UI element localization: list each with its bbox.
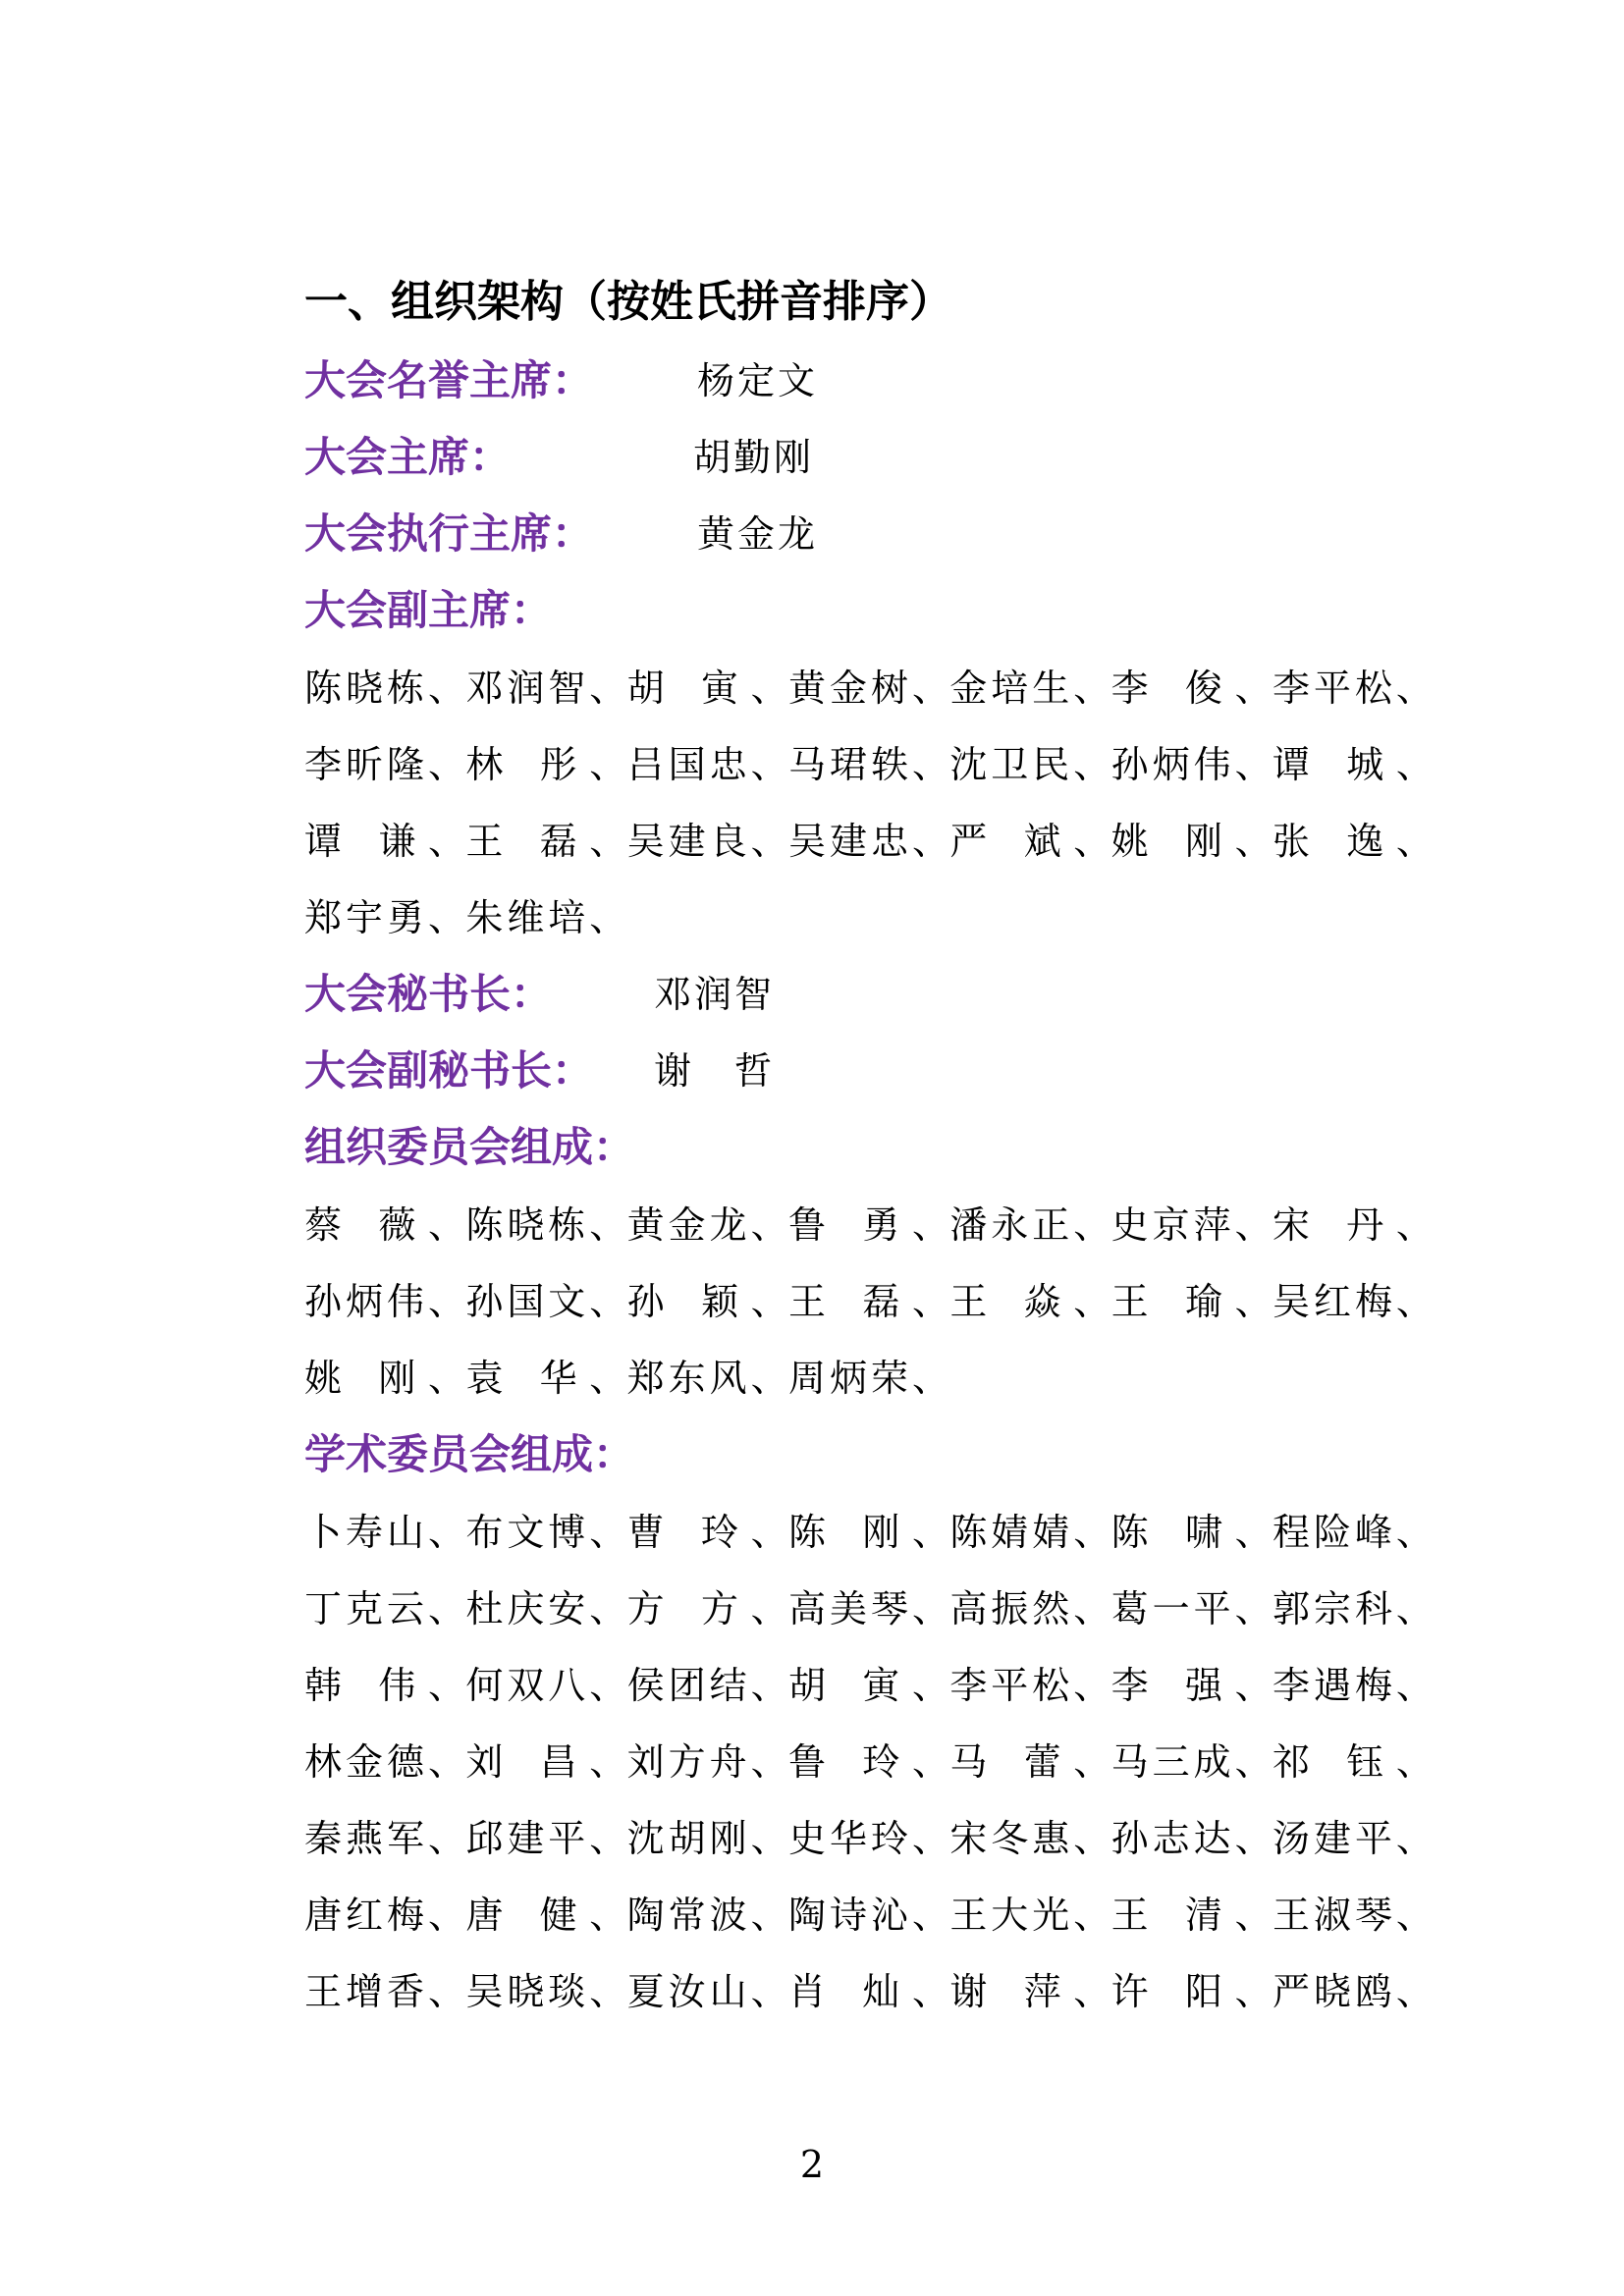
person-name: 王 焱 、 bbox=[949, 1280, 1111, 1323]
person-name: 孙 炳 伟 、 bbox=[1110, 743, 1272, 786]
person-name: 鲁 玲 、 bbox=[787, 1740, 949, 1784]
executive-chair-label: 大会执行主席： bbox=[304, 509, 594, 558]
honorary-chair-name: 杨定文 bbox=[697, 359, 819, 402]
person-name: 肖 灿 、 bbox=[787, 1970, 949, 2013]
page-number: 2 bbox=[799, 2143, 825, 2186]
person-name: 郑 东 风 、 bbox=[626, 1357, 788, 1400]
section-heading: 一、组织架构（按姓氏拼音排序） bbox=[304, 277, 952, 327]
executive-chair-name: 黄金龙 bbox=[697, 512, 819, 556]
person-name: 汤 建 平 、 bbox=[1272, 1817, 1434, 1860]
person-name: 王 瑜 、 bbox=[1110, 1280, 1272, 1323]
name-row bbox=[304, 1340, 1434, 1416]
honorary-chair-label: 大会名誉主席： bbox=[304, 356, 594, 404]
person-name: 唐 健 、 bbox=[465, 1894, 627, 1937]
person-name: 林 彤 、 bbox=[465, 743, 627, 786]
person-name: 宋 冬 惠 、 bbox=[949, 1817, 1111, 1860]
name-row bbox=[304, 726, 1434, 803]
person-name: 袁 华 、 bbox=[465, 1357, 627, 1400]
person-name: 祁 钰 、 bbox=[1272, 1740, 1434, 1784]
person-name: 蔡 薇 、 bbox=[304, 1203, 465, 1247]
academic-committee-list bbox=[304, 1494, 1434, 2030]
person-name: 朱 维 培 、 bbox=[465, 896, 627, 939]
person-name: 严 晓 鸥 、 bbox=[1272, 1970, 1434, 2013]
person-name: 黄 金 龙 、 bbox=[626, 1203, 788, 1247]
person-name: 陶 常 波 、 bbox=[626, 1894, 788, 1937]
person-name: 潘 永 正 、 bbox=[949, 1203, 1111, 1247]
name-row bbox=[304, 1724, 1434, 1800]
person-name: 胡 寅 、 bbox=[787, 1664, 949, 1707]
person-name: 邱 建 平 、 bbox=[465, 1817, 627, 1860]
secretary-general-name: 邓润智 bbox=[654, 973, 776, 1016]
person-name: 沈 胡 刚 、 bbox=[626, 1817, 788, 1860]
person-name: 陈 晓 栋 、 bbox=[304, 667, 465, 710]
person-name: 侯 团 结 、 bbox=[626, 1664, 788, 1707]
person-name: 杜 庆 安 、 bbox=[465, 1587, 627, 1630]
person-name: 夏 汝 山 、 bbox=[626, 1970, 788, 2013]
name-row bbox=[304, 1187, 1434, 1263]
person-name: 黄 金 树 、 bbox=[787, 667, 949, 710]
person-name: 孙 国 文 、 bbox=[465, 1280, 627, 1323]
person-name: 吴 晓 琰 、 bbox=[465, 1970, 627, 2013]
person-name: 陶 诗 沁 、 bbox=[787, 1894, 949, 1937]
name-row bbox=[304, 1953, 1434, 2030]
person-name: 姚 刚 、 bbox=[1110, 820, 1272, 863]
person-name: 曹 玲 、 bbox=[626, 1511, 788, 1554]
name-row bbox=[304, 880, 1434, 956]
person-name: 鲁 勇 、 bbox=[787, 1203, 949, 1247]
person-name: 方 方 、 bbox=[626, 1587, 788, 1630]
name-row bbox=[304, 1263, 1434, 1340]
person-name: 何 双 八 、 bbox=[465, 1664, 627, 1707]
name-row bbox=[304, 803, 1434, 880]
person-name: 韩 伟 、 bbox=[304, 1664, 465, 1707]
organizing-committee-list bbox=[304, 1187, 1434, 1416]
person-name: 马 三 成 、 bbox=[1110, 1740, 1272, 1784]
person-name: 金 培 生 、 bbox=[949, 667, 1111, 710]
person-name: 邓 润 智 、 bbox=[465, 667, 627, 710]
person-name: 王 大 光 、 bbox=[949, 1894, 1111, 1937]
person-name: 林 金 德 、 bbox=[304, 1740, 465, 1784]
person-name: 沈 卫 民 、 bbox=[949, 743, 1111, 786]
person-name: 葛 一 平 、 bbox=[1110, 1587, 1272, 1630]
person-name: 王 清 、 bbox=[1110, 1894, 1272, 1937]
person-name: 唐 红 梅 、 bbox=[304, 1894, 465, 1937]
name-row bbox=[304, 650, 1434, 726]
person-name: 吴 建 良 、 bbox=[626, 820, 788, 863]
person-name: 刘 昌 、 bbox=[465, 1740, 627, 1784]
person-name: 李 平 松 、 bbox=[949, 1664, 1111, 1707]
person-name: 丁 克 云 、 bbox=[304, 1587, 465, 1630]
name-row bbox=[304, 1647, 1434, 1724]
person-name: 马 蕾 、 bbox=[949, 1740, 1111, 1784]
person-name: 谭 谦 、 bbox=[304, 820, 465, 863]
person-name: 史 京 萍 、 bbox=[1110, 1203, 1272, 1247]
secretary-general-label: 大会秘书长： bbox=[304, 970, 553, 1018]
person-name: 李 昕 隆 、 bbox=[304, 743, 465, 786]
person-name: 谭 城 、 bbox=[1272, 743, 1434, 786]
vice-chairs-label: 大会副主席： bbox=[304, 586, 553, 634]
organizing-committee-label: 组织委员会组成： bbox=[304, 1123, 635, 1171]
name-row bbox=[304, 1571, 1434, 1647]
person-name: 布 文 博 、 bbox=[465, 1511, 627, 1554]
person-name: 孙 颖 、 bbox=[626, 1280, 788, 1323]
person-name: 王 淑 琴 、 bbox=[1272, 1894, 1434, 1937]
person-name: 王 磊 、 bbox=[465, 820, 627, 863]
person-name: 王 磊 、 bbox=[787, 1280, 949, 1323]
person-name: 吴 建 忠 、 bbox=[787, 820, 949, 863]
person-name: 程 险 峰 、 bbox=[1272, 1511, 1434, 1554]
deputy-secretary-general-label: 大会副秘书长： bbox=[304, 1046, 594, 1095]
person-name: 吕 国 忠 、 bbox=[626, 743, 788, 786]
person-name: 姚 刚 、 bbox=[304, 1357, 465, 1400]
person-name: 李 遇 梅 、 bbox=[1272, 1664, 1434, 1707]
person-name: 李 强 、 bbox=[1110, 1664, 1272, 1707]
person-name: 李 俊 、 bbox=[1110, 667, 1272, 710]
person-name: 宋 丹 、 bbox=[1272, 1203, 1434, 1247]
person-name: 卜 寿 山 、 bbox=[304, 1511, 465, 1554]
academic-committee-label: 学术委员会组成： bbox=[304, 1430, 635, 1478]
person-name: 王 增 香 、 bbox=[304, 1970, 465, 2013]
person-name: 秦 燕 军 、 bbox=[304, 1817, 465, 1860]
person-name: 陈 刚 、 bbox=[787, 1511, 949, 1554]
name-row bbox=[304, 1494, 1434, 1571]
person-name: 郭 宗 科 、 bbox=[1272, 1587, 1434, 1630]
name-row bbox=[304, 1877, 1434, 1953]
deputy-secretary-general-name: 谢 哲 bbox=[654, 1049, 776, 1093]
person-name: 刘 方 舟 、 bbox=[626, 1740, 788, 1784]
person-name: 史 华 玲 、 bbox=[787, 1817, 949, 1860]
person-name: 马 珺 轶 、 bbox=[787, 743, 949, 786]
person-name: 高 振 然 、 bbox=[949, 1587, 1111, 1630]
person-name: 孙 炳 伟 、 bbox=[304, 1280, 465, 1323]
person-name: 严 斌 、 bbox=[949, 820, 1111, 863]
person-name: 陈 婧 婧 、 bbox=[949, 1511, 1111, 1554]
person-name: 谢 萍 、 bbox=[949, 1970, 1111, 2013]
person-name: 许 阳 、 bbox=[1110, 1970, 1272, 2013]
chair-name: 胡勤刚 bbox=[693, 436, 815, 479]
person-name: 郑 宇 勇 、 bbox=[304, 896, 465, 939]
person-name: 周 炳 荣 、 bbox=[787, 1357, 949, 1400]
person-name: 陈 晓 栋 、 bbox=[465, 1203, 627, 1247]
vice-chairs-list bbox=[304, 650, 1434, 956]
person-name: 胡 寅 、 bbox=[626, 667, 788, 710]
person-name: 孙 志 达 、 bbox=[1110, 1817, 1272, 1860]
person-name: 张 逸 、 bbox=[1272, 820, 1434, 863]
person-name: 陈 啸 、 bbox=[1110, 1511, 1272, 1554]
name-row bbox=[304, 1800, 1434, 1877]
person-name: 李 平 松 、 bbox=[1272, 667, 1434, 710]
chair-label: 大会主席： bbox=[304, 433, 512, 481]
person-name: 吴 红 梅 、 bbox=[1272, 1280, 1434, 1323]
person-name: 高 美 琴 、 bbox=[787, 1587, 949, 1630]
